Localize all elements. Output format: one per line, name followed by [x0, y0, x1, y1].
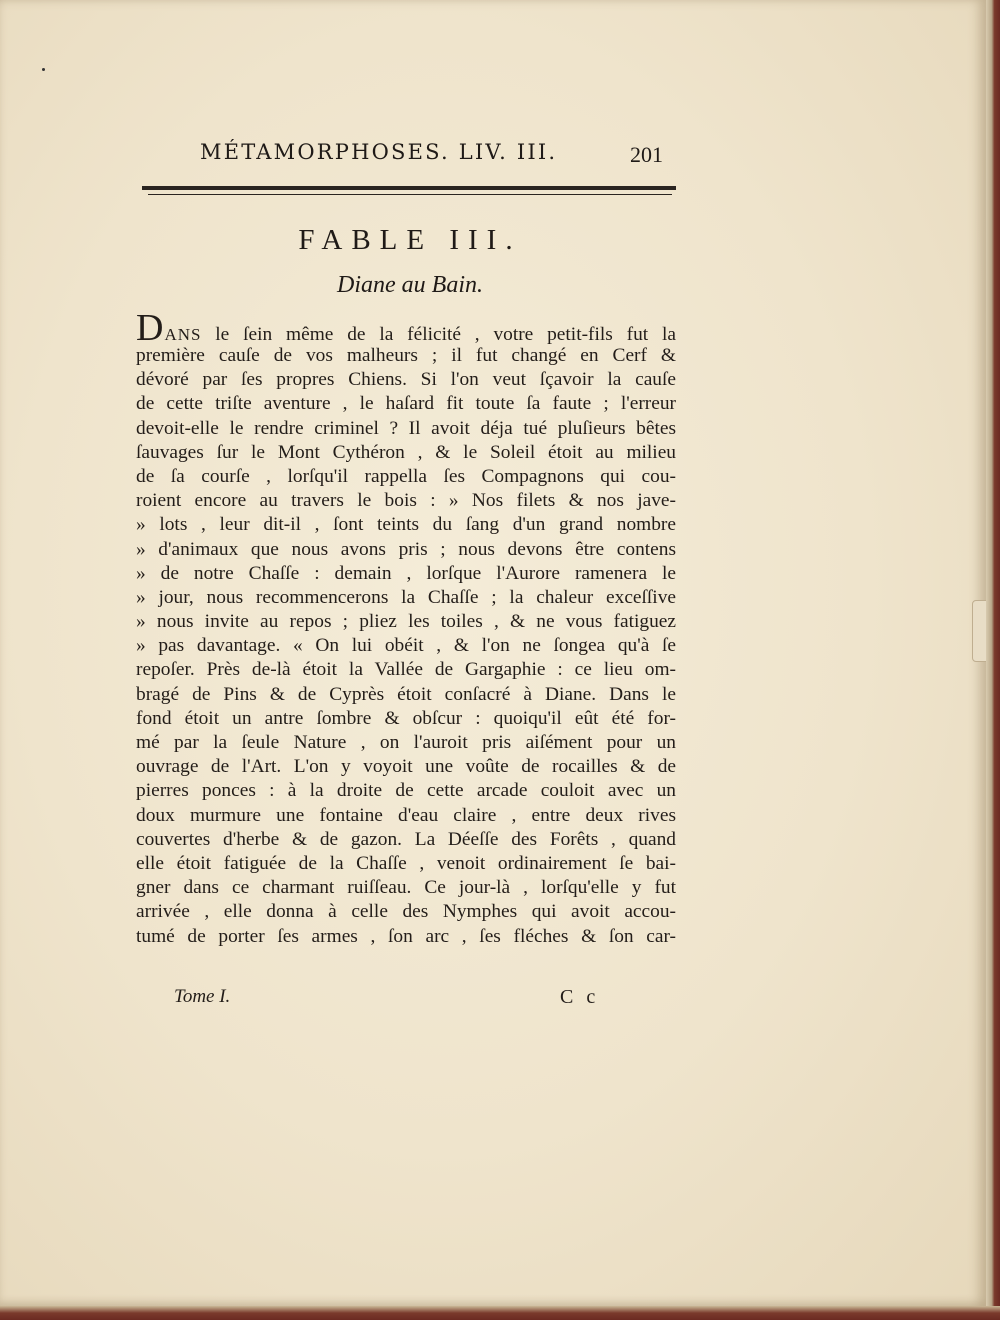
- body-line: » de notre Chaſſe : demain , lorſque l'Aurore ramenera le: [136, 562, 676, 584]
- signature-mark: Tome I.: [174, 986, 231, 1007]
- body-line: » lots , leur dit-il , ſont teints du ſang d'un grand nombre: [136, 514, 676, 536]
- body-line: bragé de Pins & de Cyprès étoit conſacré à Diane. Dans le: [136, 683, 676, 705]
- body-line-last: tumé de porter ſes armes , ſon arc , ſes fléches & ſon car-: [136, 925, 676, 947]
- body-line: » pas davantage. « On lui obéit , & l'on ne ſongea qu'à ſe: [136, 635, 676, 657]
- body-line: fond étoit un antre ſombre & obſcur : quoiqu'il eût été for-: [136, 707, 676, 729]
- body-line: elle étoit fatiguée de la Chaſſe , venoit ordinairement ſe bai-: [136, 852, 676, 874]
- body-line: ouvrage de l'Art. L'on y voyoit une voûte de rocailles & de: [136, 756, 676, 778]
- body-line: » d'animaux que nous avons pris ; nous devons être contens: [136, 538, 676, 560]
- body-text: [136, 308, 676, 949]
- first-line-text: le ſein même de la félicité , votre petit-fils fut la: [201, 324, 676, 345]
- catchword: C c: [560, 986, 600, 1008]
- header-rule-thick: [142, 186, 676, 190]
- fable-subtitle: Diane au Bain.: [337, 272, 483, 298]
- body-line: de cette triſte aventure , le haſard fit toute ſa faute ; l'erreur: [136, 393, 676, 415]
- small-caps-opening: ANS: [164, 325, 202, 344]
- body-line: mé par la ſeule Nature , on l'auroit pris aiſément pour un: [136, 732, 676, 753]
- fable-title: FABLE III.: [298, 224, 522, 256]
- body-line: repoſer. Près de-là étoit la Vallée de Gargaphie : ce lieu om-: [136, 659, 676, 681]
- running-title: MÉTAMORPHOSES. LIV. III.: [200, 140, 558, 164]
- body-line: couvertes d'herbe & de gazon. La Déeſſe des Forêts , quand: [136, 828, 676, 850]
- body-line: première cauſe de vos malheurs ; il fut changé en Cerf &: [136, 345, 676, 366]
- body-line: arrivée , elle donna à celle des Nymphes qui avoit accou-: [136, 901, 676, 923]
- body-line: roient encore au travers le bois : » Nos filets & nos jave-: [136, 490, 676, 512]
- body-line: gner dans ce charmant ruiſſeau. Ce jour-là , lorſqu'elle y fut: [136, 877, 676, 899]
- ink-speck: [42, 68, 45, 71]
- body-line: pierres ponces : à la droite de cette arcade couloit avec un: [136, 780, 676, 802]
- body-line: de ſa courſe , lorſqu'il rappella ſes Compagnons qui cou-: [136, 465, 676, 487]
- body-line: » jour, nous recommencerons la Chaſſe ; la chaleur exceſſive: [136, 586, 676, 608]
- body-line: » nous invite au repos ; pliez les toiles , & ne vous fatiguez: [136, 611, 676, 633]
- drop-cap: D: [136, 307, 165, 349]
- book-edge-bottom: [0, 1306, 1000, 1320]
- page-number: 201: [630, 142, 663, 167]
- header-rule-thin: [148, 194, 672, 195]
- body-line: dévoré par ſes propres Chiens. Si l'on veut ſçavoir la cauſe: [136, 369, 676, 391]
- body-line: ſauvages ſur le Mont Cythéron , & le Soleil étoit au milieu: [136, 441, 676, 463]
- body-line-first: [136, 307, 676, 349]
- body-line: devoit-elle le rendre criminel ? Il avoit déja tué pluſieurs bêtes: [136, 417, 676, 439]
- body-line: doux murmure une fontaine d'eau claire , entre deux rives: [136, 804, 676, 826]
- book-edge-right: [986, 0, 1000, 1320]
